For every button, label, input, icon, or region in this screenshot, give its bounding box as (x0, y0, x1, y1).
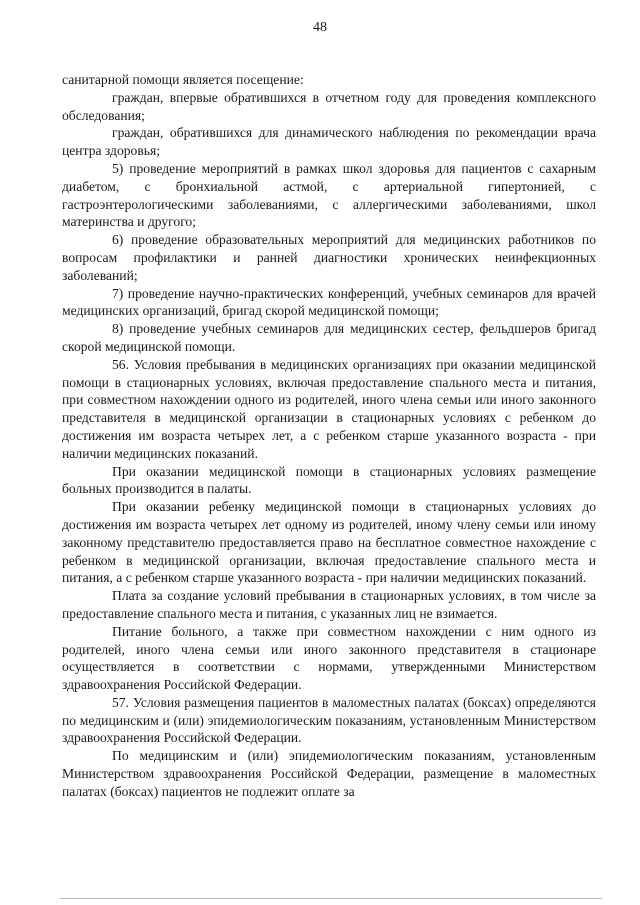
section-57: 57. Условия размещения пациентов в маломестных палатах (боксах) определяются по медицинским и (или) эпидемиологическим показаниям, установленным Министерством здравоохранения Российской Федерации. (62, 694, 596, 746)
paragraph: Плата за создание условий пребывания в стационарных условиях, в том числе за предоставление спального места и питания, с указанных лиц не взимается. (62, 588, 596, 621)
page-number: 48 (313, 20, 327, 35)
paragraph: граждан, обратившихся для динамического наблюдения по рекомендации врача центра здоровья; (62, 125, 596, 159)
paragraph-continuation: санитарной помощи является посещение: (62, 72, 304, 87)
bottom-divider (60, 898, 602, 899)
paragraph: При оказании медицинской помощи в стационарных условиях размещение больных производится в палаты. (62, 463, 596, 497)
paragraph: По медицинским и (или) эпидемиологическим показаниям, установленным Министерством здравоохранения Российской Федерации, размещение в маломестных палатах (боксах) пациентов не подлежит оплате за (62, 748, 596, 799)
paragraph: Питание больного, а также при совместном нахождении с ним одного из родителей, иного члена семьи или иного законного представителя в стационаре осуществляется в соответствии с нормами, утвержденными Министерством здравоохранения Российской Федерации. (62, 623, 596, 693)
section-56: 56. Условия пребывания в медицинских организациях при оказании медицинской помощи в стационарных условиях, включая предоставление спального места и питания, при совместном нахождении одного из родителей, иного члена семьи или иного законного представителя в медицинской организации в стационарных условиях с ребенком до достижения им возраста четырех лет, а с ребенком старше указанного возраста - при наличии медицинских показаний. (62, 356, 596, 461)
list-item-5: 5) проведение мероприятий в рамках школ здоровья для пациентов с сахарным диабетом, с бронхиальной астмой, с артериальной гипертонией, с гастроэнтерологическими заболеваниями, с аллергическими заболеваниями, школ материнства и другого; (62, 160, 596, 230)
paragraph: При оказании ребенку медицинской помощи в стационарных условиях до достижения им возраста четырех лет одному из родителей, иному члену семьи или иному законному представителю предоставляется право на бесплатное совместное нахождение с ребенком в медицинской организации, включая предоставление спального места и питания, а с ребенком старше указанного возраста - при наличии медицинских показаний. (62, 499, 596, 586)
paragraph: граждан, впервые обратившихся в отчетном году для проведения комплексного обследования; (62, 89, 596, 123)
page-body (62, 71, 596, 801)
list-item-8: 8) проведение учебных семинаров для медицинских сестер, фельдшеров бригад скорой медицинской помощи. (62, 321, 596, 354)
list-item-7: 7) проведение научно-практических конференций, учебных семинаров для врачей медицинских организаций, бригад скорой медицинской помощи; (62, 285, 596, 319)
list-item-6: 6) проведение образовательных мероприятий для медицинских работников по вопросам профилактики и ранней диагностики хронических неинфекционных заболеваний; (62, 232, 596, 283)
